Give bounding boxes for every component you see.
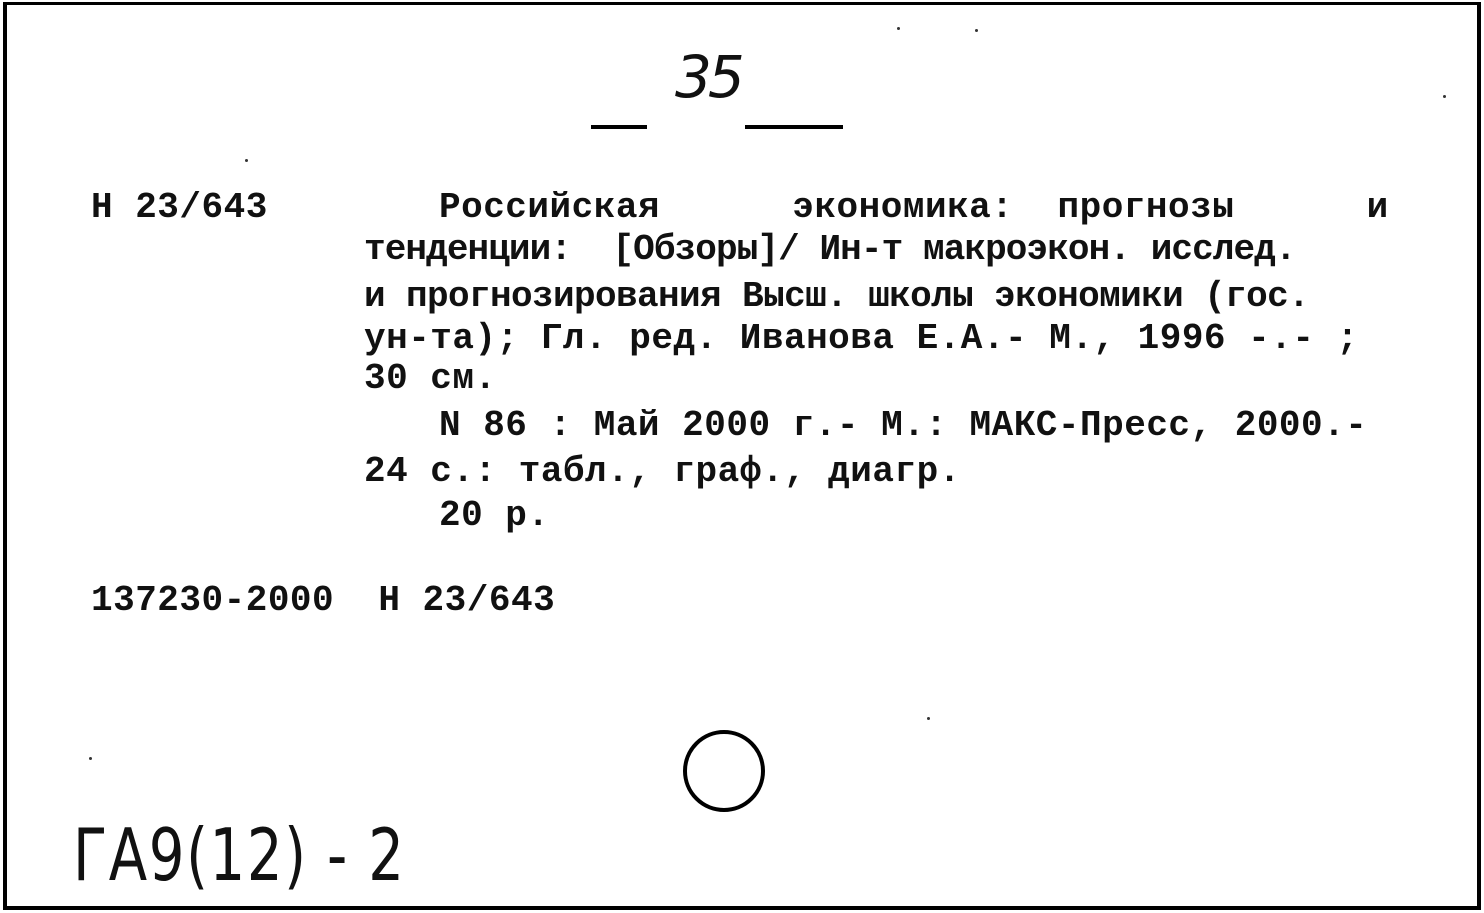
scan-speck bbox=[927, 717, 930, 720]
entry-line: ун-та); Гл. ред. Иванова Е.А.- М., 1996 -.- ; bbox=[364, 318, 1359, 359]
scan-speck bbox=[245, 159, 248, 162]
entry-line: и прогнозирования Высш. школы экономики (гос. bbox=[364, 276, 1310, 317]
price-line: 20 р. bbox=[439, 495, 550, 536]
entry-line: тенденции: [Обзоры]/ Ин-т макроэкон. исслед. bbox=[364, 229, 1296, 270]
call-number: Н 23/643 bbox=[91, 187, 268, 228]
entry-title-line: Российская экономика: прогнозы и bbox=[439, 187, 1389, 228]
page-number: 35 bbox=[675, 43, 741, 111]
punch-hole bbox=[683, 730, 765, 812]
right-dash bbox=[745, 125, 843, 129]
scan-speck bbox=[897, 27, 900, 30]
entry-line: 30 см. bbox=[364, 358, 497, 399]
accession-number: 137230-2000 Н 23/643 bbox=[91, 580, 556, 621]
catalog-card bbox=[3, 2, 1481, 910]
scan-speck bbox=[1443, 95, 1446, 98]
entry-line: 24 с.: табл., граф., диагр. bbox=[364, 451, 961, 492]
scan-speck bbox=[89, 757, 92, 760]
handwritten-shelfmark: ГА9(12) - 2 bbox=[73, 813, 406, 897]
issue-line: N 86 : Май 2000 г.- М.: МАКС-Пресс, 2000.- bbox=[439, 405, 1368, 446]
left-dash bbox=[591, 125, 647, 129]
scan-speck bbox=[975, 29, 978, 32]
